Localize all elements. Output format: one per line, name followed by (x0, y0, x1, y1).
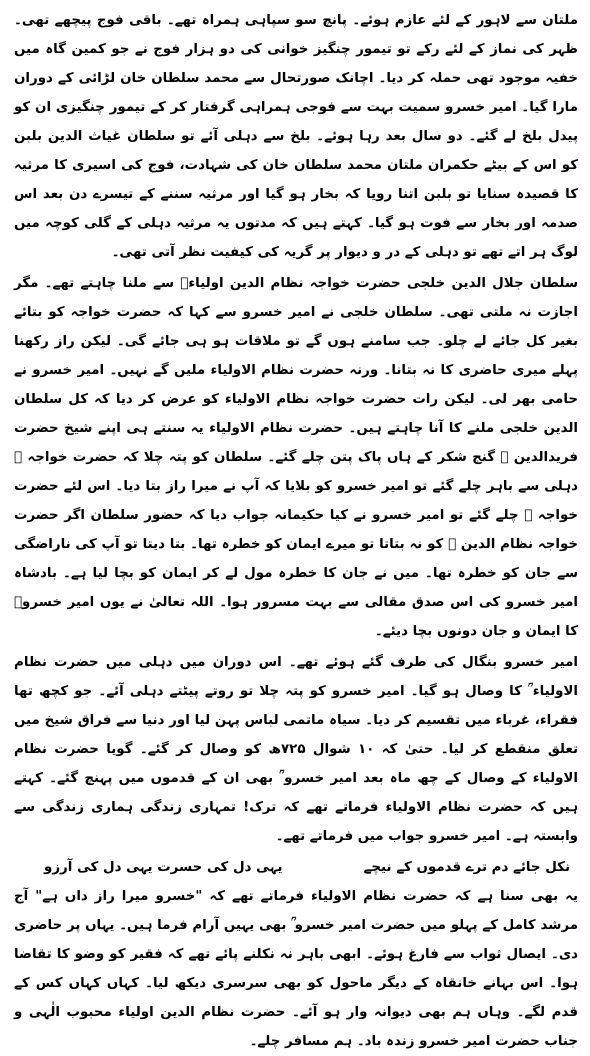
paragraph-amir-khusro-bengal: امیر خسرو بنگال کی طرف گئے ہوئے تھے۔ اس دوران میں دہلی میں حضرت نظام الاولیاء ؒ کا وصال ہو گیا۔ امیر خسرو کو پتہ چلا تو روتے پیٹتے دہلی آئے۔ جو کچھ تھا فقراء، غرباء میں تقسیم کر دیا۔ سیاہ ماتمی لباس پہن لیا اور دنیا سے فراق شیخ میں تعلق منقطع کر لیا۔ حتیٰ کہ ۱۰ شوال ۷۲۵ھ کو وصال کر گئے۔ گویا حضرت نظام الاولیاء کے وصال کے چھ ماہ بعد امیر خسرو ؒ بھی ان کے قدموں میں پہنچ گئے۔ کہتے ہیں کہ حضرت نظام الاولیاء فرماتے تھے کہ ترک! تمہاری زندگی ہماری زندگی سے وابستہ ہے۔ امیر خسرو جواب میں فرماتے تھے۔ (14, 655, 578, 844)
couplet-first-line: نکل جائے دم ترے قدموں کے نیچے (363, 860, 570, 875)
paragraph-multan-lahore: ملتان سے لاہور کے لئے عازم ہوئے۔ پانچ سو سپاہی ہمراہ تھے۔ باقی فوج پیچھے تھی۔ ظہر کی نماز کے لئے رکے تو تیمور چنگیز خوانی کی دو ہزار فوج نے جو کمین گاہ میں خفیہ موجود تھی حملہ کر دیا۔ اچانک صورتحال سے محمد سلطان خان لڑائی کے دوران مارا گیا۔ امیر خسرو سمیت بہت سے فوجی ہمراہی گرفتار کر کے تیمور چنگیزی ان کو پیدل بلخ لے گئے۔ دو سال بعد رہا ہوئے۔ بلخ سے دہلی آئے تو سلطان غیاث الدین بلبن کو اس کے بیٹے حکمران ملتان محمد سلطان خان کی شہادت، فوج کی اسیری کا مرثیہ کا قصیدہ سنایا تو بلبن اتنا رویا کہ بخار ہو گیا اور مرثیہ سننے کے تیسرے دن بعد اس صدمہ اور بخار سے فوت ہو گیا۔ کہتے ہیں کہ مدتوں یہ مرثیہ دہلی کے گلی کوچہ میں لوگ ہر اتے تھے تو دہلی کے در و دیوار پر گریہ کی کیفیت نظر آتی تھی۔ (14, 13, 578, 260)
paragraph-sultan-khilji: سلطان جلال الدین خلجی حضرت خواجہ نظام الدین اولیاءؒ سے ملنا چاہتے تھے۔ مگر اجازت نہ ملتی تھی۔ سلطان خلجی نے امیر خسرو سے کہا کہ حضرت خواجہ کو بتائے بغیر کل جائے لے چلو۔ جب سامنے ہوں گے تو ملاقات ہو ہی جائے گی۔ لیکن راز رکھنا پہلے میری حاضری کا نہ بتانا۔ ورنہ حضرت نظام الاولیاء ملیں گے نہیں۔ امیر خسرو نے حامی بھر لی۔ لیکن رات حضرت خواجہ نظام الاولیاء کو عرض کر دیا کہ کل سلطان الدین خلجی ملنے کا آنا چاہتے ہیں۔ حضرت نظام الاولیاء یہ سنتے ہی اپنے شیخ حضرت فریدالدین ؒ گنج شکر کے ہاں پاک پتن چلے گئے۔ سلطان کو پتہ چلا کہ حضرت خواجہ ؒ دہلی سے باہر چلے گئے تو امیر خسرو کو بلایا کہ آپ نے میرا راز بتا دیا۔ اس لئے حضرت خواجہ ؒ چلے گئے تو امیر خسرو نے کیا حکیمانہ جواب دیا کہ حضور سلطان اگر حضرت خواجہ نظام الدین ؒ کو نہ بتاتا تو میرے ایمان کو خطرہ تھا۔ بتا دیتا تو آپ کی ناراضگی سے جان کو خطرہ تھا۔ میں نے جان کا خطرہ مول لے کر ایمان کو بچا لیا ہے۔ بادشاہ امیر خسرو کی اس صدق مقالی سے بہت مسرور ہوا۔ اللہ تعالیٰ نے یوں امیر خسروؒ کا ایمان و جان دونوں بچا دیئے۔ (14, 276, 578, 639)
paragraph-closing: یہ بھی سنا ہے کہ حضرت نظام الاولیاء فرماتے تھے کہ "خسرو میرا راز داں ہے" آج مرشد کامل کے پہلو میں حضرت امیر خسرو ؒ بھی یہیں آرام فرما ہیں۔ یہاں پر حاضری دی۔ ایصال ثواب سے فارغ ہوئے۔ ابھی باہر نہ نکلنے پائے تھے کہ فقیر کو وضو کا تقاضا ہوا۔ اس بہانے خانقاہ کے دیگر ماحول کو بھی سرسری دیکھ لیا۔ کہاں کہاں کس کے قدم لگے۔ وہاں ہم بھی دیوانہ وار ہو آئے۔ حضرت نظام الدین اولیاء محبوب الٰہی و جناب حضرت امیر خسرو زندہ باد۔ ہم مسافر چلے۔ (14, 889, 578, 1049)
poetry-couplet (14, 853, 578, 882)
couplet-second-line: یہی دل کی حسرت یہی دل کی آرزو (44, 860, 283, 875)
